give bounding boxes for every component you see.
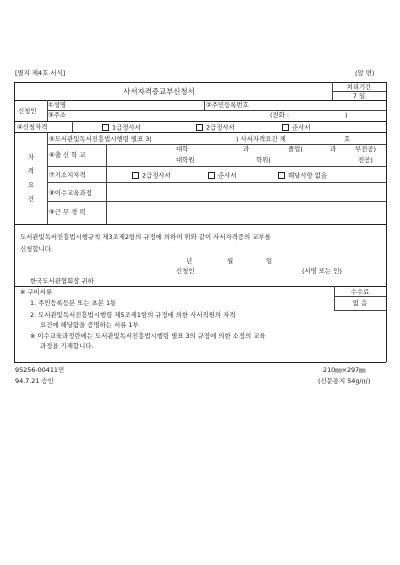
- school-minor-dept: 과: [330, 145, 337, 153]
- row6-bottom: [47, 166, 386, 167]
- prior-option-2-label: 준사서: [218, 171, 237, 180]
- checkbox-icon[interactable]: [278, 172, 285, 179]
- table-left-border: [14, 82, 15, 362]
- req-row5-label: ⑤도서관및독서진흥법시행령 별표 3(: [49, 135, 152, 143]
- prior-option-1-label: 2급정사서: [142, 171, 171, 180]
- date-month: 월: [227, 257, 234, 265]
- name-divider: [204, 100, 205, 110]
- fee-mid-line: [334, 296, 386, 297]
- date-year: 년: [186, 257, 193, 265]
- phone-field[interactable]: (전화 :: [270, 111, 290, 119]
- sign-or-seal: (서명 또는 인): [302, 267, 342, 275]
- prior-option-3[interactable]: [278, 172, 327, 179]
- applicant-bottom-line: [14, 121, 386, 122]
- form-code: 95256-00411민: [15, 366, 65, 374]
- qual-bottom-line: [14, 132, 386, 133]
- req-side-1: 자: [27, 153, 35, 161]
- qual-option-1-label: 1급정사서: [112, 123, 141, 132]
- page-side: (앞 면): [355, 69, 375, 77]
- prior-option-3-label: 해당사항 없음: [288, 171, 328, 180]
- prior-cert-label: ⑦기소지자격: [49, 171, 86, 179]
- checkbox-icon[interactable]: [102, 124, 109, 131]
- applicant-label: 신청인: [18, 107, 37, 115]
- statement-bottom-line: [14, 286, 386, 287]
- qual-option-2-label: 2급정사서: [206, 123, 235, 132]
- prior-option-1[interactable]: [132, 172, 171, 179]
- checkbox-icon[interactable]: [196, 124, 203, 131]
- experience-label: ⑨근 무 경 력: [49, 208, 86, 216]
- fee-label: 수수료: [350, 288, 370, 296]
- attachment-note-cont: 과정을 기재합니다.: [40, 342, 94, 350]
- title-bottom-line: [14, 100, 386, 101]
- req-bottom-line: [14, 224, 386, 225]
- req-side-3: 요: [27, 181, 35, 189]
- prior-option-2[interactable]: [208, 172, 237, 179]
- processing-value: 7 일: [352, 92, 366, 100]
- req-side-4: 건: [27, 195, 35, 203]
- name-bottom-line: [47, 110, 386, 111]
- req-row5-end: 호: [344, 135, 351, 143]
- qualification-label: ④신청자격: [17, 123, 48, 131]
- fee-bottom-line: [334, 310, 386, 311]
- checkbox-icon[interactable]: [208, 172, 215, 179]
- req-label-divider: [106, 144, 107, 224]
- qual-divider: [72, 121, 73, 132]
- school-degree: 학위(: [256, 156, 271, 164]
- req-left-divider: [47, 132, 48, 224]
- checkbox-icon[interactable]: [282, 124, 289, 131]
- req-side-2: 격: [27, 167, 35, 175]
- qual-option-2[interactable]: [196, 124, 235, 131]
- applicant-sign-label: 신청인: [176, 267, 195, 275]
- attachments-title: ※ 구비서류: [20, 288, 53, 296]
- school-graduate: 대학원: [176, 156, 195, 164]
- table-top-border: [14, 82, 386, 83]
- processing-label: 처리기간: [346, 83, 372, 91]
- attachment-2: 2. 도서관및독서진흥법시행령 제5조제1항의 규정에 의한 사서직원의 자격: [30, 311, 236, 319]
- form-title: 사서자격증교부신청서: [123, 87, 195, 96]
- resident-number-field[interactable]: ②주민등록번호: [206, 101, 249, 109]
- school-dept: 과: [243, 145, 250, 153]
- statement-line-2: 신청합니다.: [20, 245, 53, 253]
- form-number: [별지 제4호 서식]: [15, 69, 66, 77]
- qual-option-3[interactable]: [282, 124, 311, 131]
- school-minor: 부전공): [355, 145, 377, 153]
- checkbox-icon[interactable]: [132, 172, 139, 179]
- school-univ: 대학: [176, 145, 189, 153]
- phone-close: ): [345, 111, 348, 119]
- attachment-2-cont: 요건에 해당함을 증명하는 서류 1부: [40, 321, 139, 329]
- req-row5-mid: ) 사서자격요건 제: [236, 135, 286, 143]
- attachment-note: ※ 이수교육과정란에는 도서관및독서진흥법시행령 별표 3의 규정에 의한 소정의 교육: [30, 332, 266, 340]
- table-right-border: [386, 82, 387, 362]
- table-bottom-border: [14, 362, 386, 363]
- school-label: ⑥출 신 학 교: [49, 151, 86, 159]
- name-field[interactable]: ①성명: [48, 101, 67, 109]
- address-field[interactable]: ③주소: [48, 111, 67, 119]
- paper-type: (신문용지 54g/㎡): [318, 377, 371, 385]
- attachment-1: 1. 주민등록등본 또는 초본 1통: [30, 299, 117, 307]
- school-major: 전공): [358, 156, 373, 164]
- fee-value: 없 음: [352, 299, 368, 307]
- school-grad: 졸업(: [288, 145, 303, 153]
- statement-line-1: 도서관및독서진흥법시행규칙 제3조제2항의 규정에 의하여 위와 같이 사서자격증의 교부를: [20, 233, 271, 241]
- courses-label: ⑧이수교육과정: [49, 189, 92, 197]
- date-day: 일: [266, 257, 273, 265]
- qual-option-3-label: 준사서: [292, 123, 311, 132]
- row7-bottom: [47, 182, 386, 183]
- qual-option-1[interactable]: [102, 124, 141, 131]
- row8-bottom: [47, 201, 386, 202]
- approval-date: 94.7.21 승인: [15, 377, 54, 385]
- addressee: 한국도서관협회장 귀하: [30, 277, 94, 285]
- paper-size: 210㎜×297㎜: [323, 366, 366, 374]
